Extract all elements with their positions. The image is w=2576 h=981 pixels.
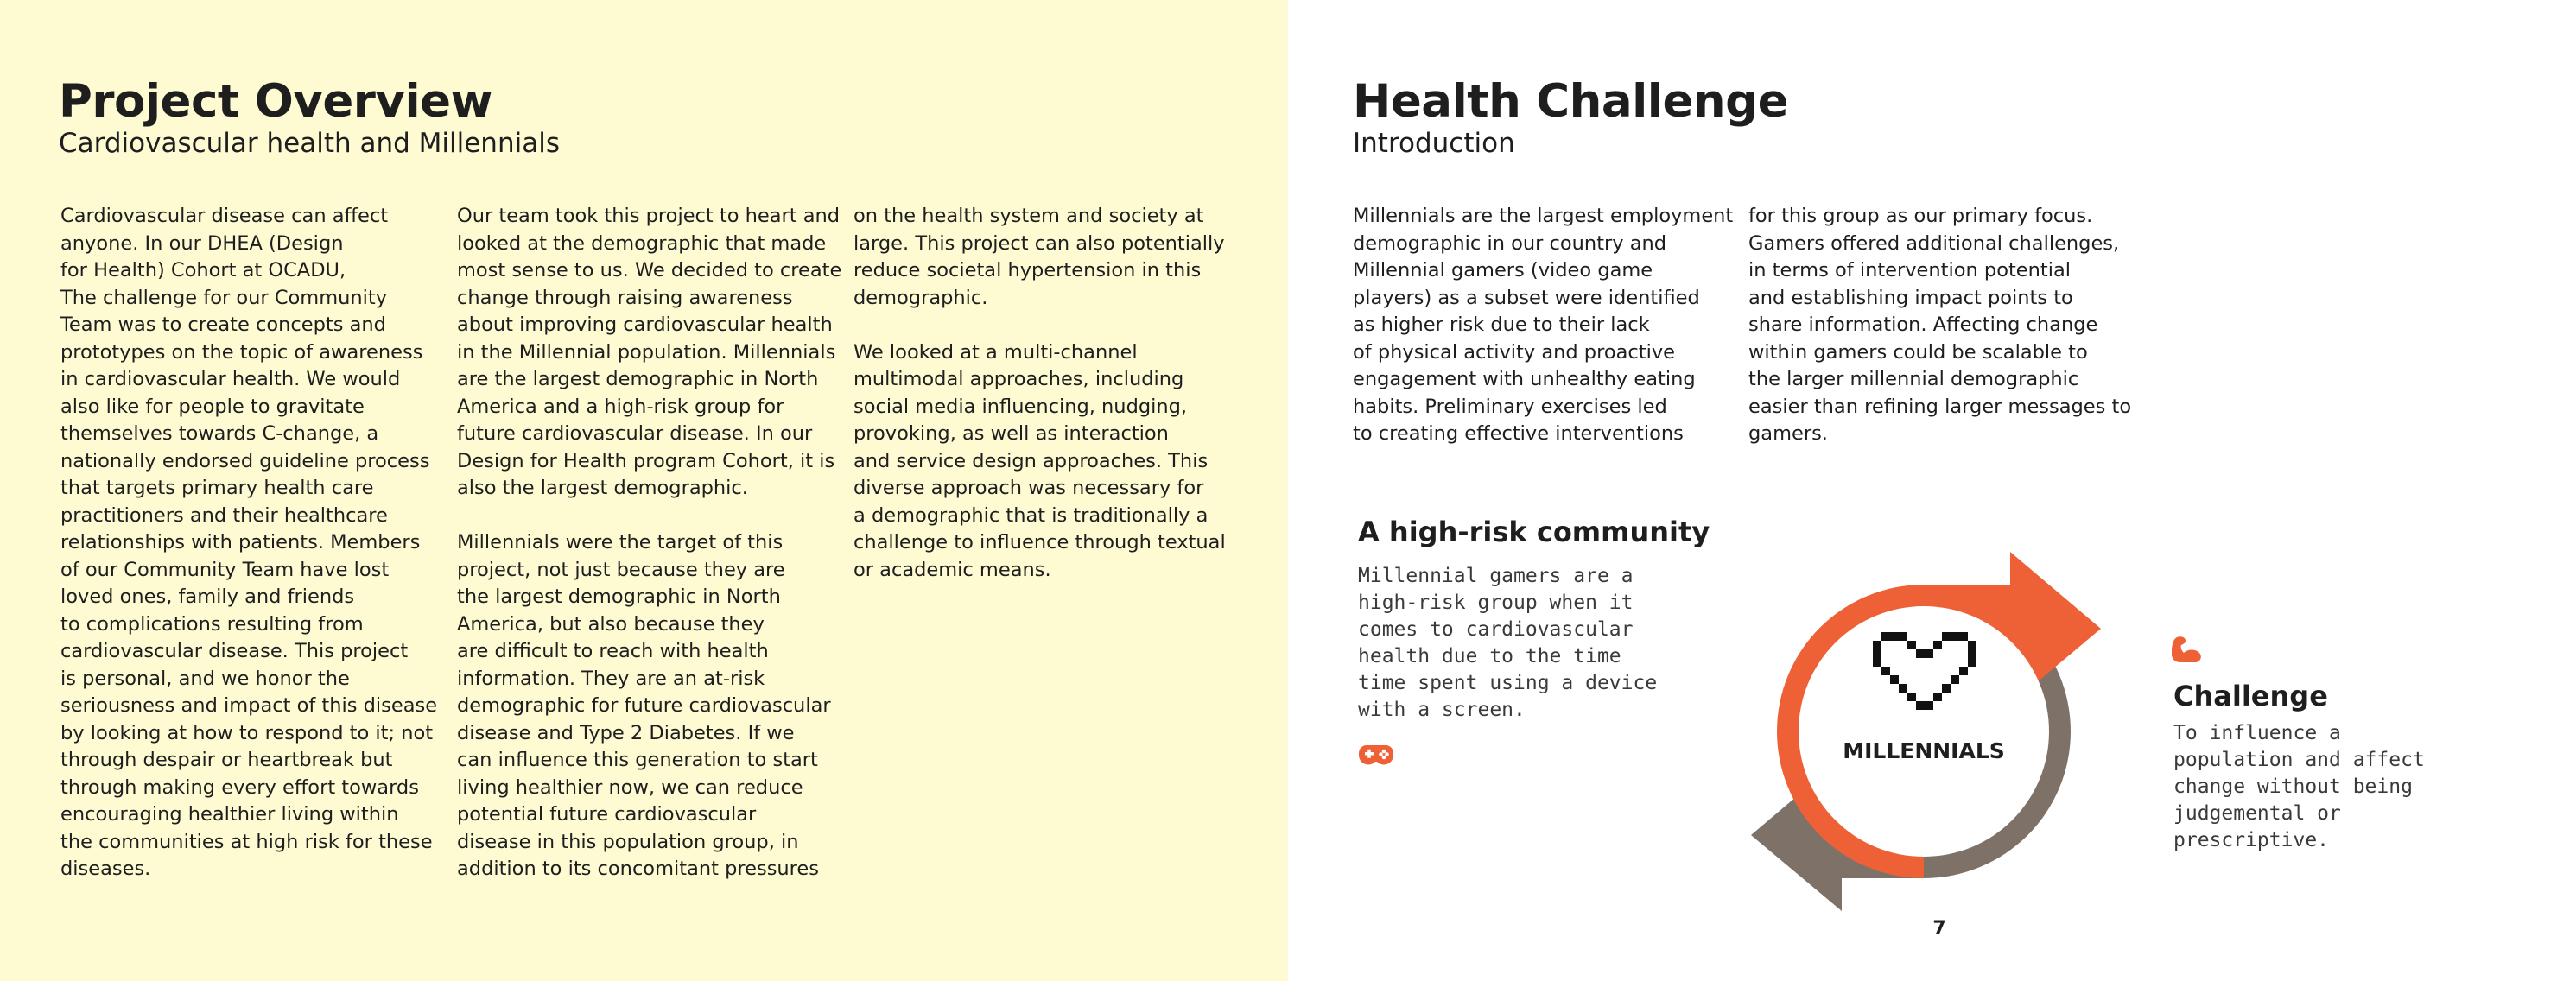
text-line: in the Millennial population. Millennials (457, 340, 836, 364)
text-line: disease in this population group, in (457, 830, 799, 853)
paragraph (60, 203, 437, 883)
text-line: Gamers offered additional challenges, (1748, 231, 2120, 255)
text-line: demographic for future cardiovascular (457, 694, 831, 717)
text-line: loved ones, family and friends (60, 585, 355, 608)
text-line: are difficult to reach with health (457, 640, 769, 662)
text-line: reduce societal hypertension in this (853, 259, 1202, 282)
text-line: America and a high-risk group for (457, 395, 784, 418)
flexed-arm-icon (2172, 636, 2203, 667)
text-line: players) as a subset were identified (1353, 286, 1700, 309)
paragraph (457, 529, 841, 883)
text-line: information. They are an at-risk (457, 667, 765, 690)
high-risk-community-text (1358, 563, 1657, 724)
challenge-column-2 (1748, 203, 2131, 448)
text-line: also like for people to gravitate (60, 395, 365, 418)
text-line: of our Community Team have lost (60, 558, 390, 581)
text-line: gamers. (1748, 422, 1828, 445)
text-line: the largest demographic in North (457, 585, 781, 608)
text-line: Millennial gamers are a (1358, 565, 1634, 587)
text-line: diverse approach was necessary for (853, 477, 1204, 499)
health-challenge-title: Health Challenge (1353, 75, 1789, 128)
text-line: cardiovascular disease. This project (60, 640, 409, 662)
text-line: through making every effort towards (60, 775, 419, 799)
project-overview-title: Project Overview (59, 75, 493, 128)
text-line: judgemental or (2173, 802, 2341, 825)
text-line: on the health system and society at (853, 205, 1204, 227)
project-overview-subtitle: Cardiovascular health and Millennials (59, 128, 560, 159)
text-line: time spent using a device (1358, 672, 1658, 694)
paragraph (853, 203, 1226, 312)
text-line: easier than refining larger messages to (1748, 395, 2132, 418)
high-risk-community-heading: A high-risk community (1358, 516, 1710, 548)
text-line: diseases. (60, 858, 151, 880)
text-line: project, not just because they are (457, 558, 785, 581)
text-line: disease and Type 2 Diabetes. If we (457, 721, 795, 744)
text-line: Our team took this project to heart and (457, 205, 841, 227)
text-line: for this group as our primary focus. (1748, 205, 2093, 227)
text-line: themselves towards C-change, a (60, 422, 379, 445)
text-line: Millennials were the target of this (457, 531, 784, 554)
text-line: change without being (2173, 775, 2413, 798)
text-line: Cardiovascular disease can affect (60, 205, 389, 227)
text-line: is personal, and we honor the (60, 667, 350, 690)
text-line: prototypes on the topic of awareness (60, 340, 423, 364)
text-line: demographic. (853, 286, 988, 309)
text-line: and service design approaches. This (853, 449, 1209, 472)
gamepad-icon (1358, 743, 1394, 770)
text-line: Team was to create concepts and (60, 313, 386, 336)
text-line: relationships with patients. Members (60, 531, 421, 554)
text-line: or academic means. (853, 558, 1051, 581)
text-line: We looked at a multi-channel (853, 340, 1138, 364)
text-line: potential future cardiovascular (457, 803, 757, 826)
millennials-label: MILLENNIALS (1843, 738, 2005, 763)
text-line: high-risk group when it (1358, 592, 1634, 614)
text-line: a demographic that is traditionally a (853, 503, 1209, 527)
challenge-column-1 (1353, 203, 1733, 448)
text-line: large. This project can also potentially (853, 231, 1225, 255)
text-line: by looking at how to respond to it; not (60, 721, 434, 744)
text-line: within gamers could be scalable to (1748, 340, 2088, 364)
text-line: social media influencing, nudging, (853, 395, 1188, 418)
text-line: Millennials are the largest employment (1353, 205, 1734, 227)
text-line: prescriptive. (2173, 829, 2330, 851)
text-line: and establishing impact points to (1748, 286, 2073, 309)
text-line: to complications resulting from (60, 612, 364, 636)
text-line: To influence a (2173, 722, 2341, 744)
text-line: for Health) Cohort at OCADU, (60, 259, 346, 282)
pixel-heart-icon (1873, 632, 1976, 722)
paragraph (853, 339, 1226, 585)
text-line: demographic in our country and (1353, 231, 1667, 255)
overview-column-1 (60, 203, 437, 883)
text-line: Millennial gamers (video game (1353, 259, 1653, 282)
text-line: to creating effective interventions (1353, 422, 1684, 445)
text-line: in cardiovascular health. We would (60, 368, 401, 390)
text-line: that targets primary health care (60, 477, 374, 499)
text-line: with a screen. (1358, 699, 1526, 721)
paragraph (1748, 203, 2131, 448)
text-line: through despair or heartbreak but (60, 749, 393, 771)
text-line: challenge to influence through textual (853, 531, 1226, 554)
text-line: engagement with unhealthy eating (1353, 368, 1696, 390)
text-line: anyone. In our DHEA (Design (60, 231, 344, 255)
text-line: of physical activity and proactive (1353, 340, 1675, 364)
text-line: in terms of intervention potential (1748, 259, 2071, 282)
text-line: as higher risk due to their lack (1353, 313, 1650, 336)
text-line: the communities at high risk for these (60, 830, 433, 853)
text-line: looked at the demographic that made (457, 231, 827, 255)
text-line: encouraging healthier living within (60, 803, 399, 826)
text-line: The challenge for our Community (60, 286, 388, 309)
text-line: change through raising awareness (457, 286, 793, 309)
text-line: comes to cardiovascular (1358, 618, 1634, 641)
text-line: share information. Affecting change (1748, 313, 2098, 336)
text-line: habits. Preliminary exercises led (1353, 395, 1667, 418)
text-line: living healthier now, we can reduce (457, 775, 803, 799)
text-line: multimodal approaches, including (853, 368, 1184, 390)
paragraph (1353, 203, 1733, 448)
paragraph (457, 203, 841, 503)
overview-column-3 (853, 203, 1226, 584)
text-line: are the largest demographic in North (457, 368, 819, 390)
text-line: future cardiovascular disease. In our (457, 422, 813, 445)
text-line: practitioners and their healthcare (60, 503, 388, 527)
text-line: most sense to us. We decided to create (457, 259, 842, 282)
text-line: provoking, as well as interaction (853, 422, 1169, 445)
challenge-text (2173, 720, 2425, 854)
page-number: 7 (1932, 918, 1946, 940)
text-line: can influence this generation to start (457, 749, 818, 771)
text-line: the larger millennial demographic (1748, 368, 2079, 390)
text-line: about improving cardiovascular health (457, 313, 833, 336)
text-line: Design for Health program Cohort, it is (457, 449, 835, 472)
text-line: seriousness and impact of this disease (60, 694, 438, 717)
overview-column-2 (457, 203, 841, 883)
text-line: addition to its concomitant pressures (457, 858, 819, 880)
challenge-heading: Challenge (2173, 680, 2328, 712)
text-line: health due to the time (1358, 645, 1621, 668)
text-line: nationally endorsed guideline process (60, 449, 430, 472)
health-challenge-subtitle: Introduction (1353, 128, 1515, 159)
text-line: population and affect (2173, 749, 2425, 771)
text-line: America, but also because they (457, 612, 765, 636)
text-line: also the largest demographic. (457, 477, 748, 499)
